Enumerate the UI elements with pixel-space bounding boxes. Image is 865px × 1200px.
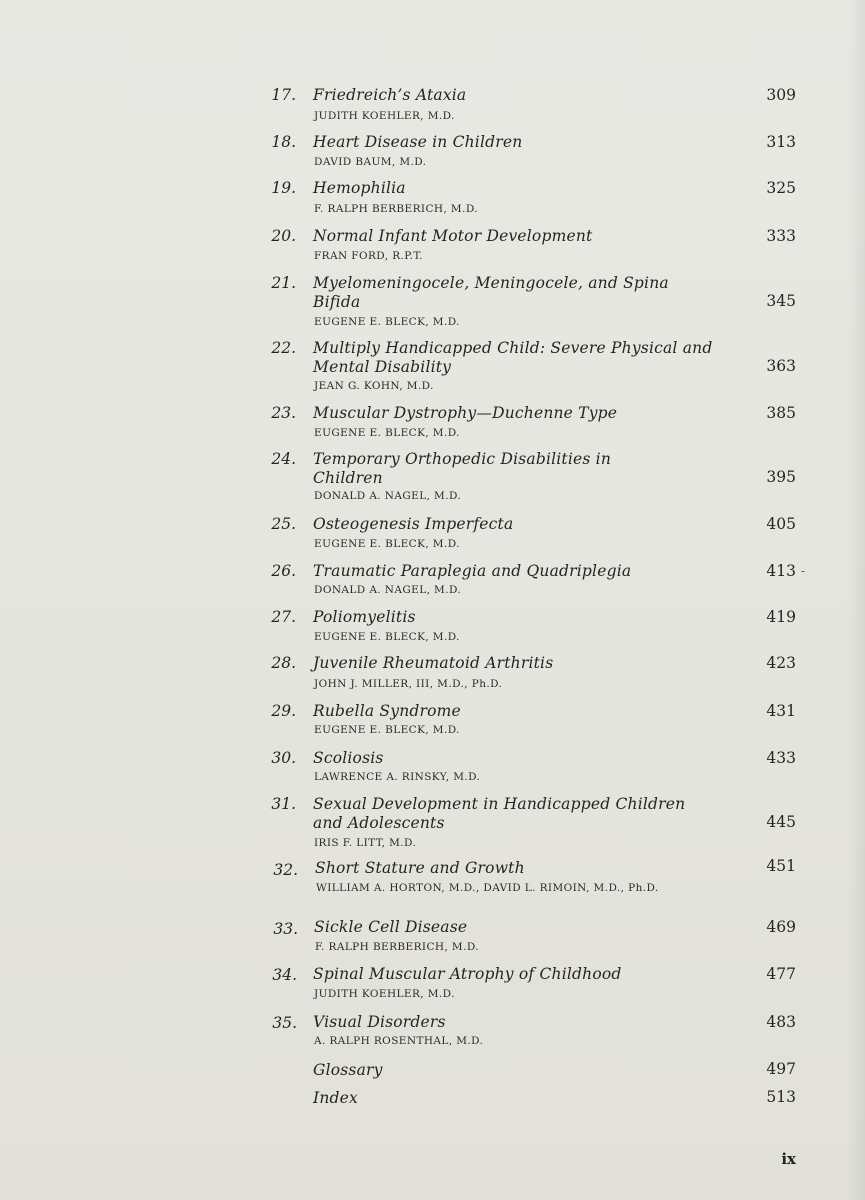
chapter-number: 28. bbox=[271, 654, 296, 672]
chapter-title: Hemophilia bbox=[313, 179, 406, 197]
chapter-author: EUGENE E. BLECK, M.D. bbox=[314, 631, 460, 643]
chapter-title: Heart Disease in Children bbox=[313, 133, 523, 151]
chapter-title: Index bbox=[313, 1089, 358, 1107]
page-number: 313 bbox=[766, 133, 796, 151]
page-number: 423 bbox=[766, 654, 796, 672]
chapter-author: F. RALPH BERBERICH, M.D. bbox=[315, 941, 480, 953]
chapter-author: WILLIAM A. HORTON, M.D., DAVID L. RIMOIN, M.D., Ph.D. bbox=[316, 882, 659, 894]
chapter-title: Short Stature and Growth bbox=[315, 859, 525, 877]
page-number: 445 bbox=[766, 813, 796, 831]
chapter-author: LAWRENCE A. RINSKY, M.D. bbox=[314, 771, 481, 783]
chapter-title: Sickle Cell Disease bbox=[314, 918, 468, 936]
chapter-number: 20. bbox=[271, 227, 296, 245]
chapter-number: 24. bbox=[271, 450, 296, 468]
chapter-author: JUDITH KOEHLER, M.D. bbox=[314, 988, 455, 1000]
chapter-author: DONALD A. NAGEL, M.D. bbox=[314, 584, 462, 596]
chapter-number: 23. bbox=[271, 404, 296, 422]
chapter-author: EUGENE E. BLECK, M.D. bbox=[314, 316, 460, 328]
chapter-author: A. RALPH ROSENTHAL, M.D. bbox=[314, 1035, 484, 1047]
page-number: 419 bbox=[766, 608, 796, 626]
chapter-author: EUGENE E. BLECK, M.D. bbox=[314, 724, 460, 736]
chapter-title: Osteogenesis Imperfecta bbox=[313, 515, 514, 533]
chapter-author: EUGENE E. BLECK, M.D. bbox=[314, 538, 460, 550]
chapter-title: Muscular Dystrophy—Duchenne Type bbox=[313, 404, 618, 422]
chapter-author: JOHN J. MILLER, III, M.D., Ph.D. bbox=[314, 678, 503, 690]
chapter-title: Friedreich’s Ataxia bbox=[313, 86, 467, 104]
chapter-number: 34. bbox=[272, 966, 297, 984]
chapter-number: 35. bbox=[272, 1014, 297, 1032]
page-number: 333 bbox=[766, 227, 796, 245]
chapter-title: Traumatic Paraplegia and Quadriplegia bbox=[313, 562, 632, 580]
chapter-author: JEAN G. KOHN, M.D. bbox=[314, 380, 434, 392]
page-number: 433 bbox=[766, 749, 796, 767]
page-number: 363 bbox=[766, 357, 796, 375]
chapter-title: Sexual Development in Handicapped Children and Adolescents bbox=[313, 795, 686, 832]
chapter-author: FRAN FORD, R.P.T. bbox=[314, 250, 423, 262]
page-number: 451 bbox=[766, 857, 796, 875]
margin-mark: - bbox=[801, 564, 806, 578]
chapter-title: Scoliosis bbox=[313, 749, 384, 767]
chapter-author: DAVID BAUM, M.D. bbox=[314, 156, 427, 168]
chapter-number: 17. bbox=[271, 86, 296, 104]
chapter-number: 29. bbox=[271, 702, 296, 720]
chapter-title: Multiply Handicapped Child: Severe Physical and Mental Disability bbox=[313, 339, 713, 376]
page-folio: ix bbox=[781, 1150, 796, 1168]
page-number: 405 bbox=[766, 515, 796, 533]
chapter-author: IRIS F. LITT, M.D. bbox=[314, 837, 417, 849]
chapter-number: 33. bbox=[273, 920, 298, 938]
page-number: 469 bbox=[766, 918, 796, 936]
chapter-number: 32. bbox=[273, 861, 298, 879]
chapter-number: 25. bbox=[271, 515, 296, 533]
chapter-author: JUDITH KOEHLER, M.D. bbox=[314, 110, 455, 122]
chapter-number: 26. bbox=[271, 562, 296, 580]
page-number: 325 bbox=[766, 179, 796, 197]
chapter-author: EUGENE E. BLECK, M.D. bbox=[314, 427, 460, 439]
chapter-author: F. RALPH BERBERICH, M.D. bbox=[314, 203, 479, 215]
page-number: 483 bbox=[766, 1013, 796, 1031]
page-number: 413 bbox=[766, 562, 796, 580]
chapter-title: Spinal Muscular Atrophy of Childhood bbox=[313, 965, 622, 983]
chapter-title: Myelomeningocele, Meningocele, and Spina Bifida bbox=[313, 274, 669, 311]
page-number: 385 bbox=[766, 404, 796, 422]
chapter-number: 30. bbox=[271, 749, 296, 767]
page-number: 513 bbox=[766, 1088, 796, 1106]
chapter-number: 22. bbox=[271, 339, 296, 357]
page-number: 395 bbox=[766, 468, 796, 486]
page-number: 431 bbox=[766, 702, 796, 720]
chapter-title: Rubella Syndrome bbox=[313, 702, 461, 720]
chapter-title: Normal Infant Motor Development bbox=[313, 227, 593, 245]
chapter-title: Visual Disorders bbox=[313, 1013, 446, 1031]
chapter-author: DONALD A. NAGEL, M.D. bbox=[314, 490, 462, 502]
chapter-number: 19. bbox=[271, 179, 296, 197]
chapter-number: 31. bbox=[271, 795, 296, 813]
chapter-number: 27. bbox=[271, 608, 296, 626]
page-number: 345 bbox=[766, 292, 796, 310]
chapter-title: Poliomyelitis bbox=[313, 608, 416, 626]
page-number: 497 bbox=[766, 1060, 796, 1078]
chapter-number: 18. bbox=[271, 133, 296, 151]
chapter-title: Juvenile Rheumatoid Arthritis bbox=[313, 654, 554, 672]
chapter-title: Temporary Orthopedic Disabilities in Children bbox=[313, 450, 611, 487]
page-number: 477 bbox=[766, 965, 796, 983]
chapter-number: 21. bbox=[271, 274, 296, 292]
chapter-title: Glossary bbox=[313, 1061, 383, 1079]
page-number: 309 bbox=[766, 86, 796, 104]
